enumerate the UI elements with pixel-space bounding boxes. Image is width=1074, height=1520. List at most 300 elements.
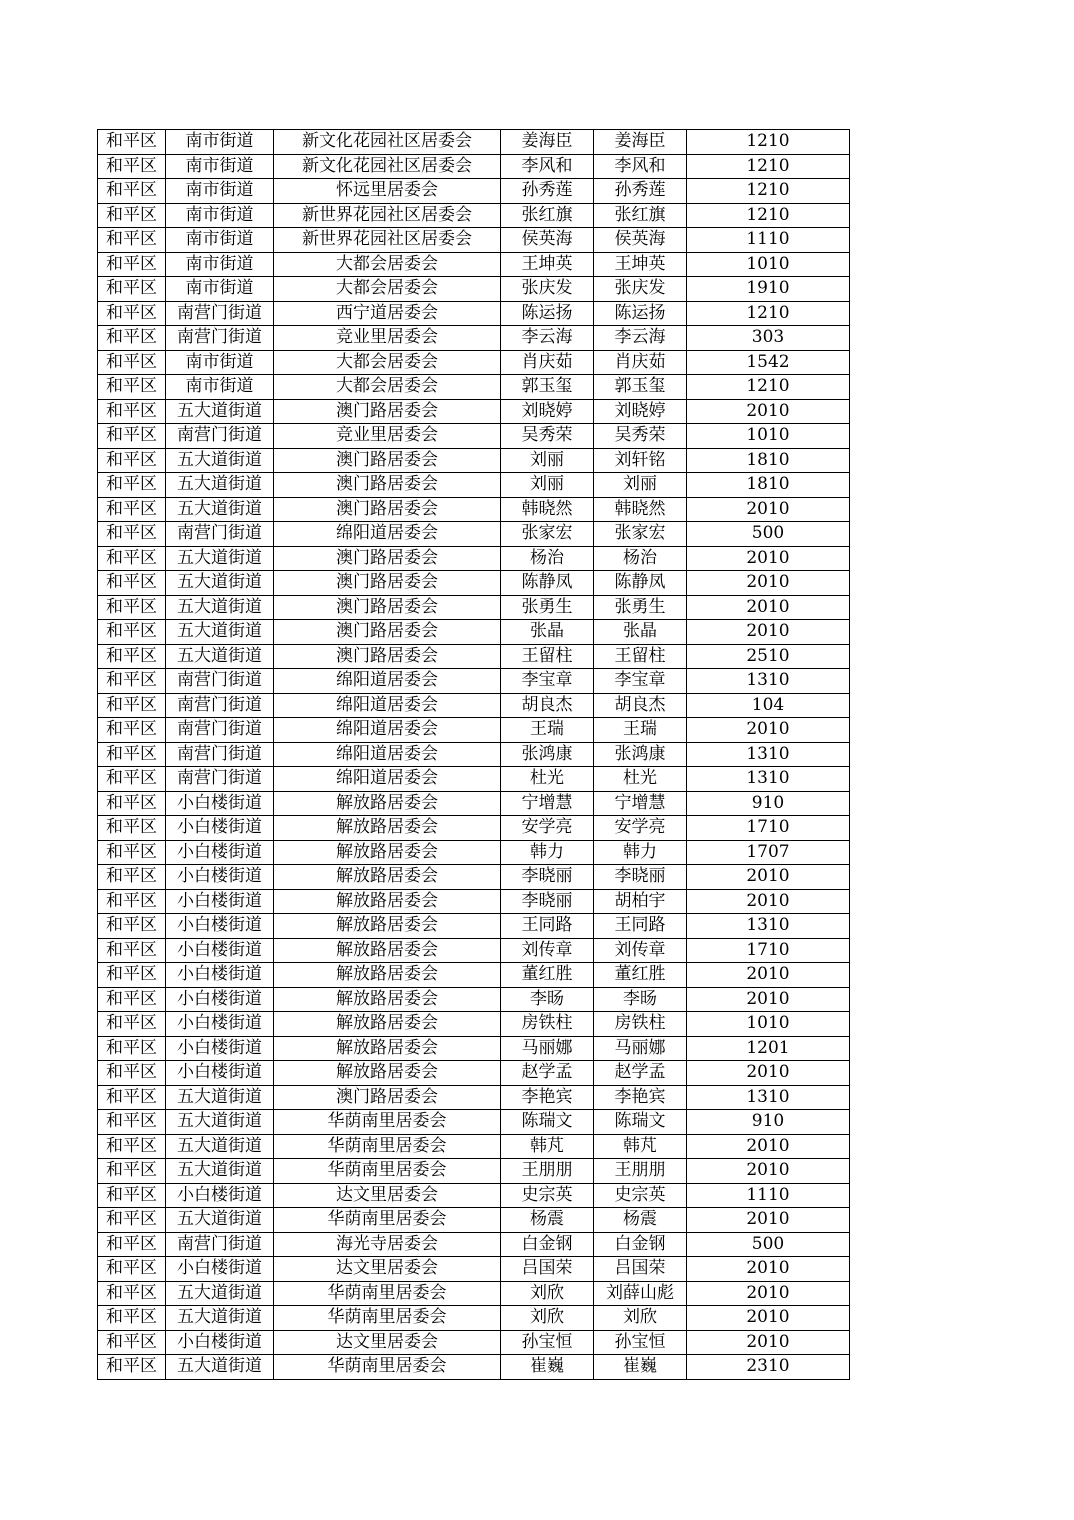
district-cell: 和平区 — [98, 1183, 166, 1208]
recipient-cell: 张庆发 — [594, 277, 687, 302]
district-cell: 和平区 — [98, 375, 166, 400]
table-row — [98, 840, 850, 865]
name-cell: 王朋朋 — [501, 1159, 594, 1184]
recipient-cell: 刘传章 — [594, 938, 687, 963]
district-cell: 和平区 — [98, 1330, 166, 1355]
street-cell: 小白楼街道 — [166, 1012, 274, 1037]
district-cell: 和平区 — [98, 1159, 166, 1184]
district-cell: 和平区 — [98, 1232, 166, 1257]
district-cell: 和平区 — [98, 1281, 166, 1306]
street-cell: 南市街道 — [166, 130, 274, 155]
district-cell: 和平区 — [98, 914, 166, 939]
amount-cell: 1110 — [687, 1183, 850, 1208]
table-row — [98, 130, 850, 155]
recipient-cell: 董红胜 — [594, 963, 687, 988]
name-cell: 李晓丽 — [501, 889, 594, 914]
district-cell: 和平区 — [98, 448, 166, 473]
committee-cell: 澳门路居委会 — [274, 448, 501, 473]
committee-cell: 澳门路居委会 — [274, 620, 501, 645]
table-row — [98, 693, 850, 718]
recipient-cell: 张勇生 — [594, 595, 687, 620]
recipient-cell: 李宝章 — [594, 669, 687, 694]
name-cell: 杜光 — [501, 767, 594, 792]
table-row — [98, 595, 850, 620]
name-cell: 杨治 — [501, 546, 594, 571]
street-cell: 五大道街道 — [166, 399, 274, 424]
recipient-cell: 张鸿康 — [594, 742, 687, 767]
committee-cell: 解放路居委会 — [274, 987, 501, 1012]
table-row — [98, 620, 850, 645]
recipient-cell: 李云海 — [594, 326, 687, 351]
district-cell: 和平区 — [98, 154, 166, 179]
amount-cell: 1210 — [687, 375, 850, 400]
table-row — [98, 644, 850, 669]
amount-cell: 2010 — [687, 399, 850, 424]
street-cell: 南营门街道 — [166, 326, 274, 351]
name-cell: 张庆发 — [501, 277, 594, 302]
name-cell: 孙宝恒 — [501, 1330, 594, 1355]
name-cell: 刘欣 — [501, 1281, 594, 1306]
district-cell: 和平区 — [98, 1257, 166, 1282]
committee-cell: 解放路居委会 — [274, 840, 501, 865]
name-cell: 杨震 — [501, 1208, 594, 1233]
street-cell: 五大道街道 — [166, 1159, 274, 1184]
table-row — [98, 497, 850, 522]
recipient-cell: 吴秀荣 — [594, 424, 687, 449]
street-cell: 南市街道 — [166, 179, 274, 204]
recipient-cell: 杜光 — [594, 767, 687, 792]
recipient-cell: 刘薛山彪 — [594, 1281, 687, 1306]
committee-cell: 澳门路居委会 — [274, 473, 501, 498]
recipient-cell: 史宗英 — [594, 1183, 687, 1208]
street-cell: 五大道街道 — [166, 546, 274, 571]
recipient-cell: 杨震 — [594, 1208, 687, 1233]
recipient-cell: 刘欣 — [594, 1306, 687, 1331]
table-row — [98, 767, 850, 792]
name-cell: 李宝章 — [501, 669, 594, 694]
street-cell: 五大道街道 — [166, 1281, 274, 1306]
table-row — [98, 1355, 850, 1380]
street-cell: 五大道街道 — [166, 644, 274, 669]
district-cell: 和平区 — [98, 620, 166, 645]
street-cell: 小白楼街道 — [166, 1183, 274, 1208]
recipient-cell: 崔巍 — [594, 1355, 687, 1380]
district-cell: 和平区 — [98, 1012, 166, 1037]
recipient-cell: 赵学孟 — [594, 1061, 687, 1086]
name-cell: 宁增慧 — [501, 791, 594, 816]
amount-cell: 2010 — [687, 1134, 850, 1159]
committee-cell: 解放路居委会 — [274, 963, 501, 988]
recipient-cell: 王朋朋 — [594, 1159, 687, 1184]
name-cell: 李云海 — [501, 326, 594, 351]
name-cell: 刘晓婷 — [501, 399, 594, 424]
name-cell: 李晓丽 — [501, 865, 594, 890]
recipient-cell: 房铁柱 — [594, 1012, 687, 1037]
district-cell: 和平区 — [98, 571, 166, 596]
committee-cell: 达文里居委会 — [274, 1257, 501, 1282]
table-row — [98, 424, 850, 449]
committee-cell: 澳门路居委会 — [274, 399, 501, 424]
street-cell: 小白楼街道 — [166, 987, 274, 1012]
table-body — [98, 130, 850, 1380]
table-row — [98, 571, 850, 596]
street-cell: 五大道街道 — [166, 620, 274, 645]
street-cell: 五大道街道 — [166, 1306, 274, 1331]
recipient-cell: 张晶 — [594, 620, 687, 645]
street-cell: 小白楼街道 — [166, 1036, 274, 1061]
recipient-cell: 刘晓婷 — [594, 399, 687, 424]
committee-cell: 解放路居委会 — [274, 914, 501, 939]
amount-cell: 1201 — [687, 1036, 850, 1061]
district-cell: 和平区 — [98, 228, 166, 253]
amount-cell: 2010 — [687, 1061, 850, 1086]
table-row — [98, 546, 850, 571]
amount-cell: 2010 — [687, 718, 850, 743]
street-cell: 小白楼街道 — [166, 889, 274, 914]
committee-cell: 绵阳道居委会 — [274, 718, 501, 743]
committee-cell: 大都会居委会 — [274, 252, 501, 277]
amount-cell: 1210 — [687, 130, 850, 155]
amount-cell: 2010 — [687, 546, 850, 571]
table-row — [98, 326, 850, 351]
recipient-cell: 陈瑞文 — [594, 1110, 687, 1135]
table-row — [98, 1183, 850, 1208]
name-cell: 韩力 — [501, 840, 594, 865]
table-row — [98, 889, 850, 914]
name-cell: 刘欣 — [501, 1306, 594, 1331]
name-cell: 王坤英 — [501, 252, 594, 277]
district-cell: 和平区 — [98, 252, 166, 277]
district-cell: 和平区 — [98, 203, 166, 228]
table-row — [98, 301, 850, 326]
district-cell: 和平区 — [98, 595, 166, 620]
name-cell: 崔巍 — [501, 1355, 594, 1380]
table-row — [98, 252, 850, 277]
name-cell: 吴秀荣 — [501, 424, 594, 449]
amount-cell: 1542 — [687, 350, 850, 375]
recipient-cell: 郭玉玺 — [594, 375, 687, 400]
recipient-cell: 李旸 — [594, 987, 687, 1012]
street-cell: 南营门街道 — [166, 1232, 274, 1257]
committee-cell: 解放路居委会 — [274, 1061, 501, 1086]
district-cell: 和平区 — [98, 277, 166, 302]
name-cell: 王留柱 — [501, 644, 594, 669]
recipient-cell: 韩晓然 — [594, 497, 687, 522]
recipient-cell: 宁增慧 — [594, 791, 687, 816]
name-cell: 王同路 — [501, 914, 594, 939]
district-cell: 和平区 — [98, 1208, 166, 1233]
name-cell: 孙秀莲 — [501, 179, 594, 204]
street-cell: 小白楼街道 — [166, 865, 274, 890]
street-cell: 南营门街道 — [166, 693, 274, 718]
recipient-cell: 白金钢 — [594, 1232, 687, 1257]
amount-cell: 2010 — [687, 1159, 850, 1184]
street-cell: 五大道街道 — [166, 448, 274, 473]
committee-cell: 绵阳道居委会 — [274, 742, 501, 767]
street-cell: 南营门街道 — [166, 669, 274, 694]
name-cell: 韩芃 — [501, 1134, 594, 1159]
recipient-cell: 安学亮 — [594, 816, 687, 841]
table-row — [98, 742, 850, 767]
amount-cell: 303 — [687, 326, 850, 351]
amount-cell: 2010 — [687, 1330, 850, 1355]
district-cell: 和平区 — [98, 130, 166, 155]
name-cell: 侯英海 — [501, 228, 594, 253]
street-cell: 南营门街道 — [166, 742, 274, 767]
recipient-cell: 侯英海 — [594, 228, 687, 253]
amount-cell: 1710 — [687, 816, 850, 841]
amount-cell: 2010 — [687, 987, 850, 1012]
amount-cell: 1010 — [687, 1012, 850, 1037]
name-cell: 房铁柱 — [501, 1012, 594, 1037]
recipient-cell: 吕国荣 — [594, 1257, 687, 1282]
district-cell: 和平区 — [98, 767, 166, 792]
amount-cell: 2010 — [687, 1306, 850, 1331]
amount-cell: 1110 — [687, 228, 850, 253]
recipient-cell: 刘丽 — [594, 473, 687, 498]
district-cell: 和平区 — [98, 938, 166, 963]
street-cell: 五大道街道 — [166, 497, 274, 522]
table-row — [98, 1134, 850, 1159]
street-cell: 南市街道 — [166, 277, 274, 302]
table-row — [98, 963, 850, 988]
name-cell: 李艳宾 — [501, 1085, 594, 1110]
table-row — [98, 448, 850, 473]
district-cell: 和平区 — [98, 1036, 166, 1061]
name-cell: 赵学孟 — [501, 1061, 594, 1086]
district-cell: 和平区 — [98, 1134, 166, 1159]
committee-cell: 华荫南里居委会 — [274, 1208, 501, 1233]
district-cell: 和平区 — [98, 497, 166, 522]
recipient-cell: 王同路 — [594, 914, 687, 939]
recipient-cell: 张红旗 — [594, 203, 687, 228]
committee-cell: 西宁道居委会 — [274, 301, 501, 326]
amount-cell: 2010 — [687, 963, 850, 988]
amount-cell: 1210 — [687, 203, 850, 228]
district-cell: 和平区 — [98, 1110, 166, 1135]
recipient-cell: 张家宏 — [594, 522, 687, 547]
table-row — [98, 914, 850, 939]
committee-cell: 华荫南里居委会 — [274, 1355, 501, 1380]
committee-cell: 绵阳道居委会 — [274, 669, 501, 694]
committee-cell: 华荫南里居委会 — [274, 1110, 501, 1135]
table-row — [98, 1085, 850, 1110]
street-cell: 五大道街道 — [166, 1355, 274, 1380]
recipient-cell: 刘轩铭 — [594, 448, 687, 473]
amount-cell: 1310 — [687, 1085, 850, 1110]
street-cell: 小白楼街道 — [166, 938, 274, 963]
committee-cell: 华荫南里居委会 — [274, 1281, 501, 1306]
name-cell: 安学亮 — [501, 816, 594, 841]
street-cell: 小白楼街道 — [166, 1061, 274, 1086]
recipient-cell: 王留柱 — [594, 644, 687, 669]
district-cell: 和平区 — [98, 1306, 166, 1331]
name-cell: 李旸 — [501, 987, 594, 1012]
amount-cell: 500 — [687, 1232, 850, 1257]
recipient-cell: 李艳宾 — [594, 1085, 687, 1110]
amount-cell: 1310 — [687, 914, 850, 939]
table-row — [98, 1330, 850, 1355]
amount-cell: 1710 — [687, 938, 850, 963]
district-cell: 和平区 — [98, 963, 166, 988]
recipient-cell: 韩力 — [594, 840, 687, 865]
district-cell: 和平区 — [98, 889, 166, 914]
table-row — [98, 228, 850, 253]
name-cell: 张晶 — [501, 620, 594, 645]
table-row — [98, 179, 850, 204]
amount-cell: 2010 — [687, 1281, 850, 1306]
district-cell: 和平区 — [98, 326, 166, 351]
amount-cell: 104 — [687, 693, 850, 718]
street-cell: 小白楼街道 — [166, 1330, 274, 1355]
name-cell: 胡良杰 — [501, 693, 594, 718]
district-cell: 和平区 — [98, 669, 166, 694]
amount-cell: 1210 — [687, 301, 850, 326]
district-cell: 和平区 — [98, 791, 166, 816]
table-row — [98, 1257, 850, 1282]
table-row — [98, 718, 850, 743]
recipient-cell: 王瑞 — [594, 718, 687, 743]
street-cell: 南市街道 — [166, 154, 274, 179]
street-cell: 南营门街道 — [166, 522, 274, 547]
name-cell: 张红旗 — [501, 203, 594, 228]
district-cell: 和平区 — [98, 742, 166, 767]
table-row — [98, 1281, 850, 1306]
committee-cell: 大都会居委会 — [274, 350, 501, 375]
table-row — [98, 987, 850, 1012]
amount-cell: 500 — [687, 522, 850, 547]
amount-cell: 910 — [687, 1110, 850, 1135]
committee-cell: 竞业里居委会 — [274, 326, 501, 351]
name-cell: 陈瑞文 — [501, 1110, 594, 1135]
table-row — [98, 816, 850, 841]
name-cell: 白金钢 — [501, 1232, 594, 1257]
street-cell: 南市街道 — [166, 350, 274, 375]
amount-cell: 1810 — [687, 473, 850, 498]
amount-cell: 1010 — [687, 424, 850, 449]
table-row — [98, 1306, 850, 1331]
district-cell: 和平区 — [98, 350, 166, 375]
district-cell: 和平区 — [98, 1355, 166, 1380]
committee-cell: 达文里居委会 — [274, 1183, 501, 1208]
name-cell: 陈运扬 — [501, 301, 594, 326]
street-cell: 南市街道 — [166, 252, 274, 277]
recipient-cell: 李晓丽 — [594, 865, 687, 890]
table-row — [98, 473, 850, 498]
name-cell: 张家宏 — [501, 522, 594, 547]
committee-cell: 达文里居委会 — [274, 1330, 501, 1355]
amount-cell: 1310 — [687, 742, 850, 767]
table-row — [98, 522, 850, 547]
table-row — [98, 399, 850, 424]
table-row — [98, 1012, 850, 1037]
street-cell: 南市街道 — [166, 375, 274, 400]
committee-cell: 澳门路居委会 — [274, 497, 501, 522]
name-cell: 姜海臣 — [501, 130, 594, 155]
street-cell: 南市街道 — [166, 203, 274, 228]
committee-cell: 华荫南里居委会 — [274, 1134, 501, 1159]
table-row — [98, 938, 850, 963]
district-cell: 和平区 — [98, 816, 166, 841]
amount-cell: 1310 — [687, 767, 850, 792]
street-cell: 五大道街道 — [166, 1110, 274, 1135]
district-cell: 和平区 — [98, 522, 166, 547]
name-cell: 刘丽 — [501, 473, 594, 498]
district-cell: 和平区 — [98, 179, 166, 204]
amount-cell: 2010 — [687, 620, 850, 645]
street-cell: 小白楼街道 — [166, 914, 274, 939]
table-row — [98, 1208, 850, 1233]
amount-cell: 1210 — [687, 179, 850, 204]
district-cell: 和平区 — [98, 1085, 166, 1110]
amount-cell: 2010 — [687, 889, 850, 914]
recipient-cell: 胡良杰 — [594, 693, 687, 718]
committee-cell: 澳门路居委会 — [274, 571, 501, 596]
amount-cell: 2010 — [687, 571, 850, 596]
street-cell: 五大道街道 — [166, 1208, 274, 1233]
district-cell: 和平区 — [98, 301, 166, 326]
street-cell: 南营门街道 — [166, 424, 274, 449]
committee-cell: 澳门路居委会 — [274, 546, 501, 571]
table-row — [98, 154, 850, 179]
committee-cell: 解放路居委会 — [274, 1012, 501, 1037]
amount-cell: 2010 — [687, 1257, 850, 1282]
table-row — [98, 1110, 850, 1135]
committee-cell: 新文化花园社区居委会 — [274, 154, 501, 179]
committee-cell: 解放路居委会 — [274, 865, 501, 890]
recipient-cell: 陈运扬 — [594, 301, 687, 326]
recipient-cell: 孙宝恒 — [594, 1330, 687, 1355]
committee-cell: 绵阳道居委会 — [274, 767, 501, 792]
name-cell: 王瑞 — [501, 718, 594, 743]
name-cell: 郭玉玺 — [501, 375, 594, 400]
recipient-cell: 胡柏宇 — [594, 889, 687, 914]
recipient-cell: 陈静凤 — [594, 571, 687, 596]
table-row — [98, 791, 850, 816]
committee-cell: 澳门路居委会 — [274, 644, 501, 669]
recipient-cell: 孙秀莲 — [594, 179, 687, 204]
amount-cell: 910 — [687, 791, 850, 816]
amount-cell: 2010 — [687, 1208, 850, 1233]
committee-cell: 解放路居委会 — [274, 938, 501, 963]
recipient-cell: 杨治 — [594, 546, 687, 571]
amount-cell: 2010 — [687, 497, 850, 522]
street-cell: 南营门街道 — [166, 718, 274, 743]
name-cell: 肖庆茹 — [501, 350, 594, 375]
amount-cell: 2010 — [687, 595, 850, 620]
table-row — [98, 375, 850, 400]
recipient-cell: 马丽娜 — [594, 1036, 687, 1061]
street-cell: 五大道街道 — [166, 571, 274, 596]
committee-cell: 解放路居委会 — [274, 791, 501, 816]
committee-cell: 新世界花园社区居委会 — [274, 203, 501, 228]
street-cell: 小白楼街道 — [166, 791, 274, 816]
table-row — [98, 1036, 850, 1061]
street-cell: 小白楼街道 — [166, 840, 274, 865]
table-row — [98, 1232, 850, 1257]
data-table — [97, 129, 850, 1380]
table-row — [98, 1061, 850, 1086]
amount-cell: 1810 — [687, 448, 850, 473]
committee-cell: 绵阳道居委会 — [274, 522, 501, 547]
street-cell: 小白楼街道 — [166, 963, 274, 988]
committee-cell: 澳门路居委会 — [274, 1085, 501, 1110]
name-cell: 马丽娜 — [501, 1036, 594, 1061]
committee-cell: 新世界花园社区居委会 — [274, 228, 501, 253]
district-cell: 和平区 — [98, 1061, 166, 1086]
street-cell: 五大道街道 — [166, 1085, 274, 1110]
district-cell: 和平区 — [98, 424, 166, 449]
